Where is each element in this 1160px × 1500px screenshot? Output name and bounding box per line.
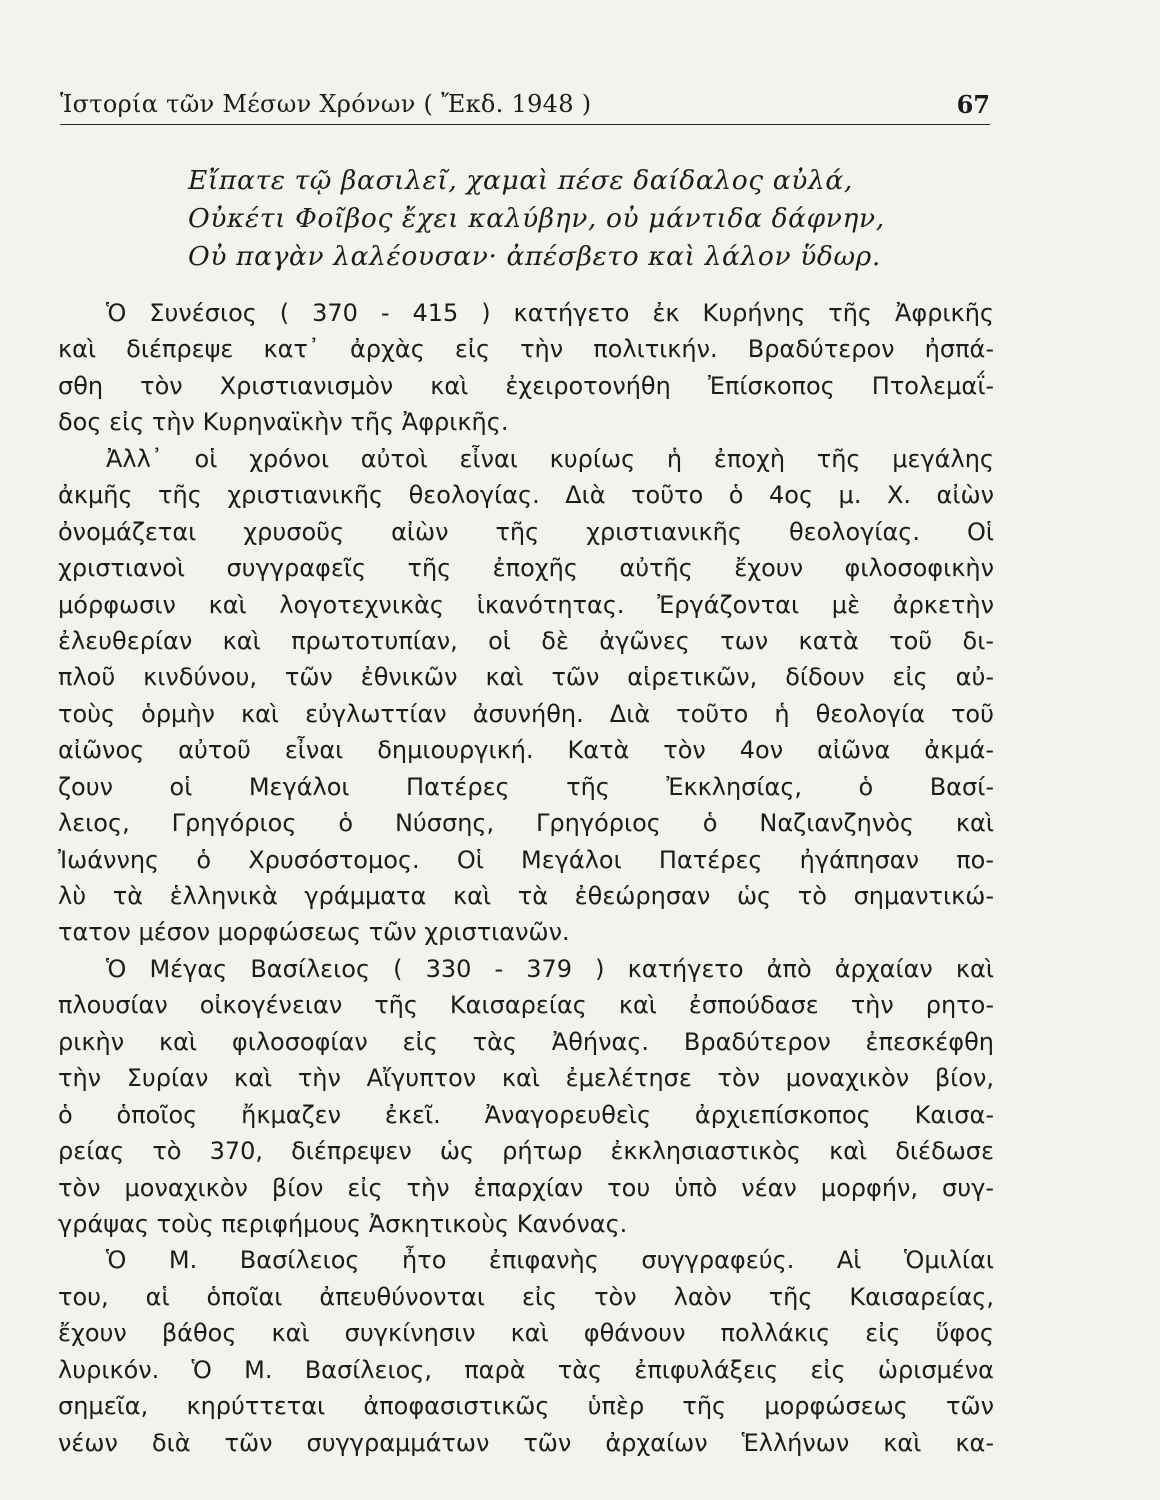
text-line: ρικὴν καὶ φιλοσοφίαν εἰς τὰς Ἀθήνας. Βραδύτερον ἐπεσκέφθη — [58, 1027, 994, 1056]
poem-line: Εἴπατε τῷ βασιλεῖ, χαμαὶ πέσε δαίδαλος αὐλά, — [188, 165, 853, 196]
text-line: ἀκμῆς τῆς χριστιανικῆς θεολογίας. Διὰ τοῦτο ὁ 4ος μ. Χ. αἰὼν — [58, 481, 994, 510]
text-line: χριστιανοὶ συγγραφεῖς τῆς ἐποχῆς αὐτῆς ἔχουν φιλοσοφικὴν — [58, 554, 994, 583]
text-line: του, αἱ ὁποῖαι ἀπευθύνονται εἰς τὸν λαὸν τῆς Καισαρείας, — [58, 1282, 994, 1311]
page-number: 67 — [956, 90, 990, 119]
text-line: ζουν οἱ Μεγάλοι Πατέρες τῆς Ἐκκλησίας, ὁ Βασί- — [58, 772, 994, 801]
text-line: σημεῖα, κηρύττεται ἀποφασιστικῶς ὑπὲρ τῆς μορφώσεως τῶν — [58, 1392, 994, 1421]
text-line: λυρικόν. Ὁ Μ. Βασίλειος, παρὰ τὰς ἐπιφυλάξεις εἰς ὡρισμένα — [58, 1355, 994, 1384]
text-line: τατον μέσον μορφώσεως τῶν χριστιανῶν. — [58, 918, 570, 947]
text-line: Ὁ Συνέσιος ( 370 - 415 ) κατήγετο ἐκ Κυρήνης τῆς Ἀφρικῆς — [106, 299, 994, 327]
text-line: αἰῶνος αὐτοῦ εἶναι δημιουργική. Κατὰ τὸν 4ον αἰῶνα ἀκμά- — [58, 736, 994, 765]
text-line: σθη τὸν Χριστιανισμὸν καὶ ἐχειροτονήθη Ἐπίσκοπος Πτολεμαΐ- — [58, 371, 994, 400]
text-line: πλοῦ κινδύνου, τῶν ἐθνικῶν καὶ τῶν αἱρετικῶν, δίδουν εἰς αὐ- — [58, 663, 994, 692]
text-line: Ἀλλ᾽ οἱ χρόνοι αὐτοὶ εἶναι κυρίως ἡ ἐποχὴ τῆς μεγάλης — [106, 444, 994, 473]
poem-line: Οὐ παγὰν λαλέουσαν· ἀπέσβετο καὶ λάλον ὕδωρ. — [188, 241, 881, 272]
poem-line: Οὐκέτι Φοῖβος ἔχει καλύβην, οὐ μάντιδα δάφνην, — [188, 203, 885, 234]
text-line: πλουσίαν οἰκογένειαν τῆς Καισαρείας καὶ ἐσπούδασε τὴν ρητο- — [58, 991, 994, 1020]
poem-quote — [188, 162, 948, 276]
text-line: ὀνομάζεται χρυσοῦς αἰὼν τῆς χριστιανικῆς θεολογίας. Οἱ — [58, 517, 994, 546]
text-line: ὁ ὁποῖος ἤκμαζεν ἐκεῖ. Ἀναγορευθεὶς ἀρχιεπίσκοπος Καισα- — [58, 1100, 994, 1129]
header-title: Ἱστορία τῶν Μέσων Χρόνων ( Ἔκδ. 1948 ) — [60, 90, 592, 118]
body-text — [58, 295, 994, 1461]
text-line: τὴν Συρίαν καὶ τὴν Αἴγυπτον καὶ ἐμελέτησε τὸν μοναχικὸν βίον, — [58, 1064, 994, 1093]
running-header — [60, 88, 990, 125]
text-line: τὸν μοναχικὸν βίον εἰς τὴν ἐπαρχίαν του ὑπὸ νέαν μορφήν, συγ- — [58, 1173, 994, 1202]
text-line: γράψας τοὺς περιφήμους Ἀσκητικοὺς Κανόνας. — [58, 1209, 628, 1238]
text-line: Ὁ Μ. Βασίλειος ἦτο ἐπιφανὴς συγγραφεύς. Αἱ Ὁμιλίαι — [106, 1246, 994, 1275]
text-line: καὶ διέπρεψε κατ᾽ ἀρχὰς εἰς τὴν πολιτικήν. Βραδύτερον ἠσπά- — [58, 335, 994, 364]
text-line: τοὺς ὁρμὴν καὶ εὐγλωττίαν ἀσυνήθη. Διὰ τοῦτο ἡ θεολογία τοῦ — [58, 699, 994, 728]
text-line: Ὁ Μέγας Βασίλειος ( 330 - 379 ) κατήγετο ἀπὸ ἀρχαίαν καὶ — [106, 954, 994, 983]
text-line: λειος, Γρηγόριος ὁ Νύσσης, Γρηγόριος ὁ Ναζιανζηνὸς καὶ — [58, 809, 994, 838]
text-line: ἔχουν βάθος καὶ συγκίνησιν καὶ φθάνουν πολλάκις εἰς ὕφος — [58, 1319, 994, 1348]
text-line: λὺ τὰ ἑλληνικὰ γράμματα καὶ τὰ ἐθεώρησαν ὡς τὸ σημαντικώ- — [58, 882, 994, 910]
text-line: ρείας τὸ 370, διέπρεψεν ὡς ρήτωρ ἐκκλησιαστικὸς καὶ διέδωσε — [58, 1137, 994, 1166]
text-line: Ἰωάννης ὁ Χρυσόστομος. Οἱ Μεγάλοι Πατέρες ἠγάπησαν πο- — [58, 845, 994, 874]
text-line: ἐλευθερίαν καὶ πρωτοτυπίαν, οἱ δὲ ἀγῶνες των κατὰ τοῦ δι- — [58, 626, 994, 655]
text-line: μόρφωσιν καὶ λογοτεχνικὰς ἱκανότητας. Ἐργάζονται μὲ ἀρκετὴν — [58, 590, 994, 619]
text-line: νέων διὰ τῶν συγγραμμάτων τῶν ἀρχαίων Ἑλλήνων καὶ κα- — [58, 1428, 994, 1457]
text-line: δος εἰς τὴν Κυρηναϊκὴν τῆς Ἀφρικῆς. — [58, 408, 509, 437]
